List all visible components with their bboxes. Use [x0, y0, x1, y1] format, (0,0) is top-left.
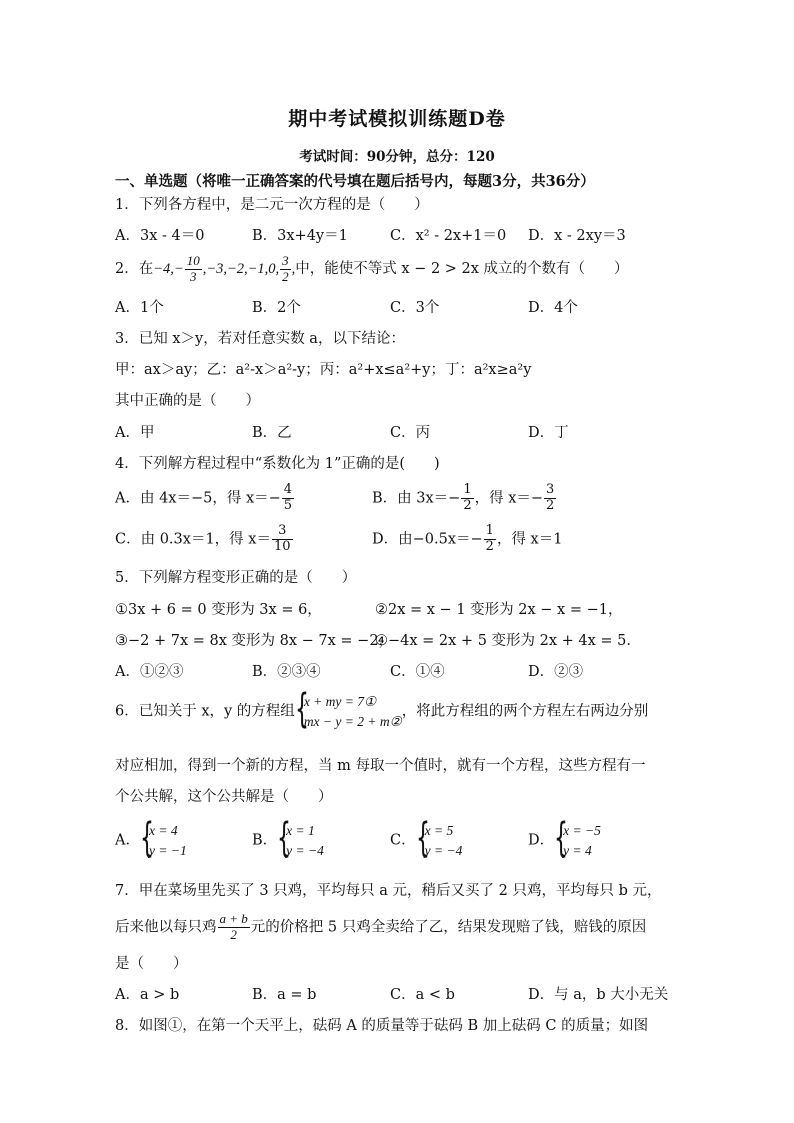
q6-equation-system: { x + my = 7① mx − y = 2 + m②	[294, 686, 402, 732]
q7-line2-pre: 后来他以每只鸡	[115, 919, 217, 936]
q5-statement-1: ①3x + 6 = 0 变形为 3x = 6，	[115, 602, 322, 618]
question-6-stem	[115, 686, 649, 732]
q6-eq2: mx − y = 2 + m②	[303, 713, 402, 729]
q2-suffix: 中，能使不等式 x − 2 > 2x 成立的个数有（ ）	[295, 260, 629, 277]
q4-option-c: C．由 0.3x＝1，得 x＝ $\frac{3}{10}$	[115, 523, 291, 554]
q7-option-d: D．与 a，b 大小无关	[528, 987, 669, 1003]
q7-option-c: C．a < b	[390, 987, 455, 1003]
q3-option-a: A．甲	[115, 425, 155, 441]
q3-statements: 甲：ax＞ay；乙：a²-x＞a²-y；丙：a²+x≤a²+y；丁：a²x≥a²y	[115, 362, 532, 378]
q7-option-a: A．a > b	[115, 987, 180, 1003]
q5-statement-2: ②2x = x − 1 变形为 2x − x = −1，	[375, 602, 623, 618]
q3-option-b: B．乙	[252, 425, 292, 441]
q2-prefix: 2．在	[115, 260, 154, 277]
q3-option-d: D．丁	[528, 425, 569, 441]
question-1-stem: 1．下列各方程中，是二元一次方程的是（ ）	[115, 197, 429, 213]
q6-eq1: x + my = 7①	[303, 694, 377, 709]
q5-statement-4: ④−4x = 2x + 5 变形为 2x + 4x = 5．	[375, 633, 641, 649]
q3-option-c: C．丙	[390, 425, 431, 441]
q7-line2-post: 元的价格把 5 只鸡全卖给了乙，结果发现赔了钱，赔钱的原因	[250, 919, 647, 936]
q4-option-b: B．由 3x＝− $\frac{1}{2}$ ，得 x＝− $\frac{3}{2}$	[372, 482, 555, 513]
question-4-stem: 4．下列解方程过程中“系数化为 1”正确的是( )	[115, 456, 440, 472]
question-5-stem: 5．下列解方程变形正确的是（ ）	[115, 570, 357, 586]
q4-option-a: A．由 4x＝−5，得 x＝− $\frac{4}{5}$	[115, 482, 293, 513]
question-8-line-1: 8．如图①，在第一个天平上，砝码 A 的质量等于砝码 B 加上砝码 C 的质量；如图	[115, 1018, 649, 1034]
q3-ask: 其中正确的是（ ）	[115, 393, 260, 409]
q1-option-d: D．x - 2xy＝3	[528, 228, 626, 244]
q5-option-c: C．①④	[390, 664, 445, 680]
q5-statement-3: ③−2 + 7x = 8x 变形为 8x − 7x = −2，	[115, 633, 394, 649]
question-7-line-3: 是（ ）	[115, 956, 188, 972]
q2-option-c: C．3个	[390, 300, 440, 316]
q5-option-b: B．②③④	[252, 664, 321, 680]
q2-option-a: A．1个	[115, 300, 164, 316]
q6-stem-start: 6．已知关于 x，y 的方程组	[115, 703, 295, 720]
q6-line-2: 对应相加，得到一个新的方程，当 m 每取一个值时，就有一个方程，这些方程有一	[115, 758, 646, 774]
q1-option-b: B．3x+4y＝1	[252, 228, 348, 244]
q7-option-b: B．a = b	[252, 987, 317, 1003]
q2-option-d: D．4个	[528, 300, 578, 316]
question-2-stem	[115, 254, 629, 285]
q2-option-b: B．2个	[252, 300, 301, 316]
q6-option-a: A． { x = 4 y = −1	[115, 815, 187, 861]
q6-option-c: C． { x = 5 y = −4	[390, 815, 463, 861]
q4-option-d: D．由−0.5x＝− $\frac{1}{2}$ ，得 x＝1	[372, 523, 563, 554]
q6-line-3: 个公共解，这个公共解是（ ）	[115, 789, 333, 805]
q2-number-list: −4,− $\frac{10}{3}$ ,−3,−2,−1,0, $\frac{3}{2}$ ,	[153, 253, 296, 284]
q6-stem-end: ，将此方程组的两个方程左右两边分别	[401, 703, 649, 720]
question-7-line-1: 7．甲在菜场里先买了 3 只鸡，平均每只 a 元，稍后又买了 2 只鸡，平均每只 b 元，	[115, 883, 662, 899]
page-title: 期中考试模拟训练题D卷	[288, 108, 506, 130]
question-7-line-2	[115, 912, 646, 943]
q1-option-a: A．3x - 4＝0	[115, 228, 205, 244]
exam-info: 考试时间：90分钟，总分：120	[299, 149, 495, 165]
q1-option-c: C．x² - 2x+1＝0	[390, 228, 507, 244]
question-3-stem: 3．已知 x＞y，若对任意实数 a，以下结论：	[115, 331, 405, 347]
section-heading: 一、单选题（将唯一正确答案的代号填在题后括号内，每题3分，共36分）	[115, 173, 595, 190]
q6-option-d: D． { x = −5 y = 4	[528, 815, 601, 861]
q6-option-b: B． { x = 1 y = −4	[252, 815, 324, 861]
q7-fraction: $\frac{a + b}{2}$	[219, 911, 248, 942]
q5-option-d: D．②③	[528, 664, 584, 680]
q5-option-a: A．①②③	[115, 664, 184, 680]
